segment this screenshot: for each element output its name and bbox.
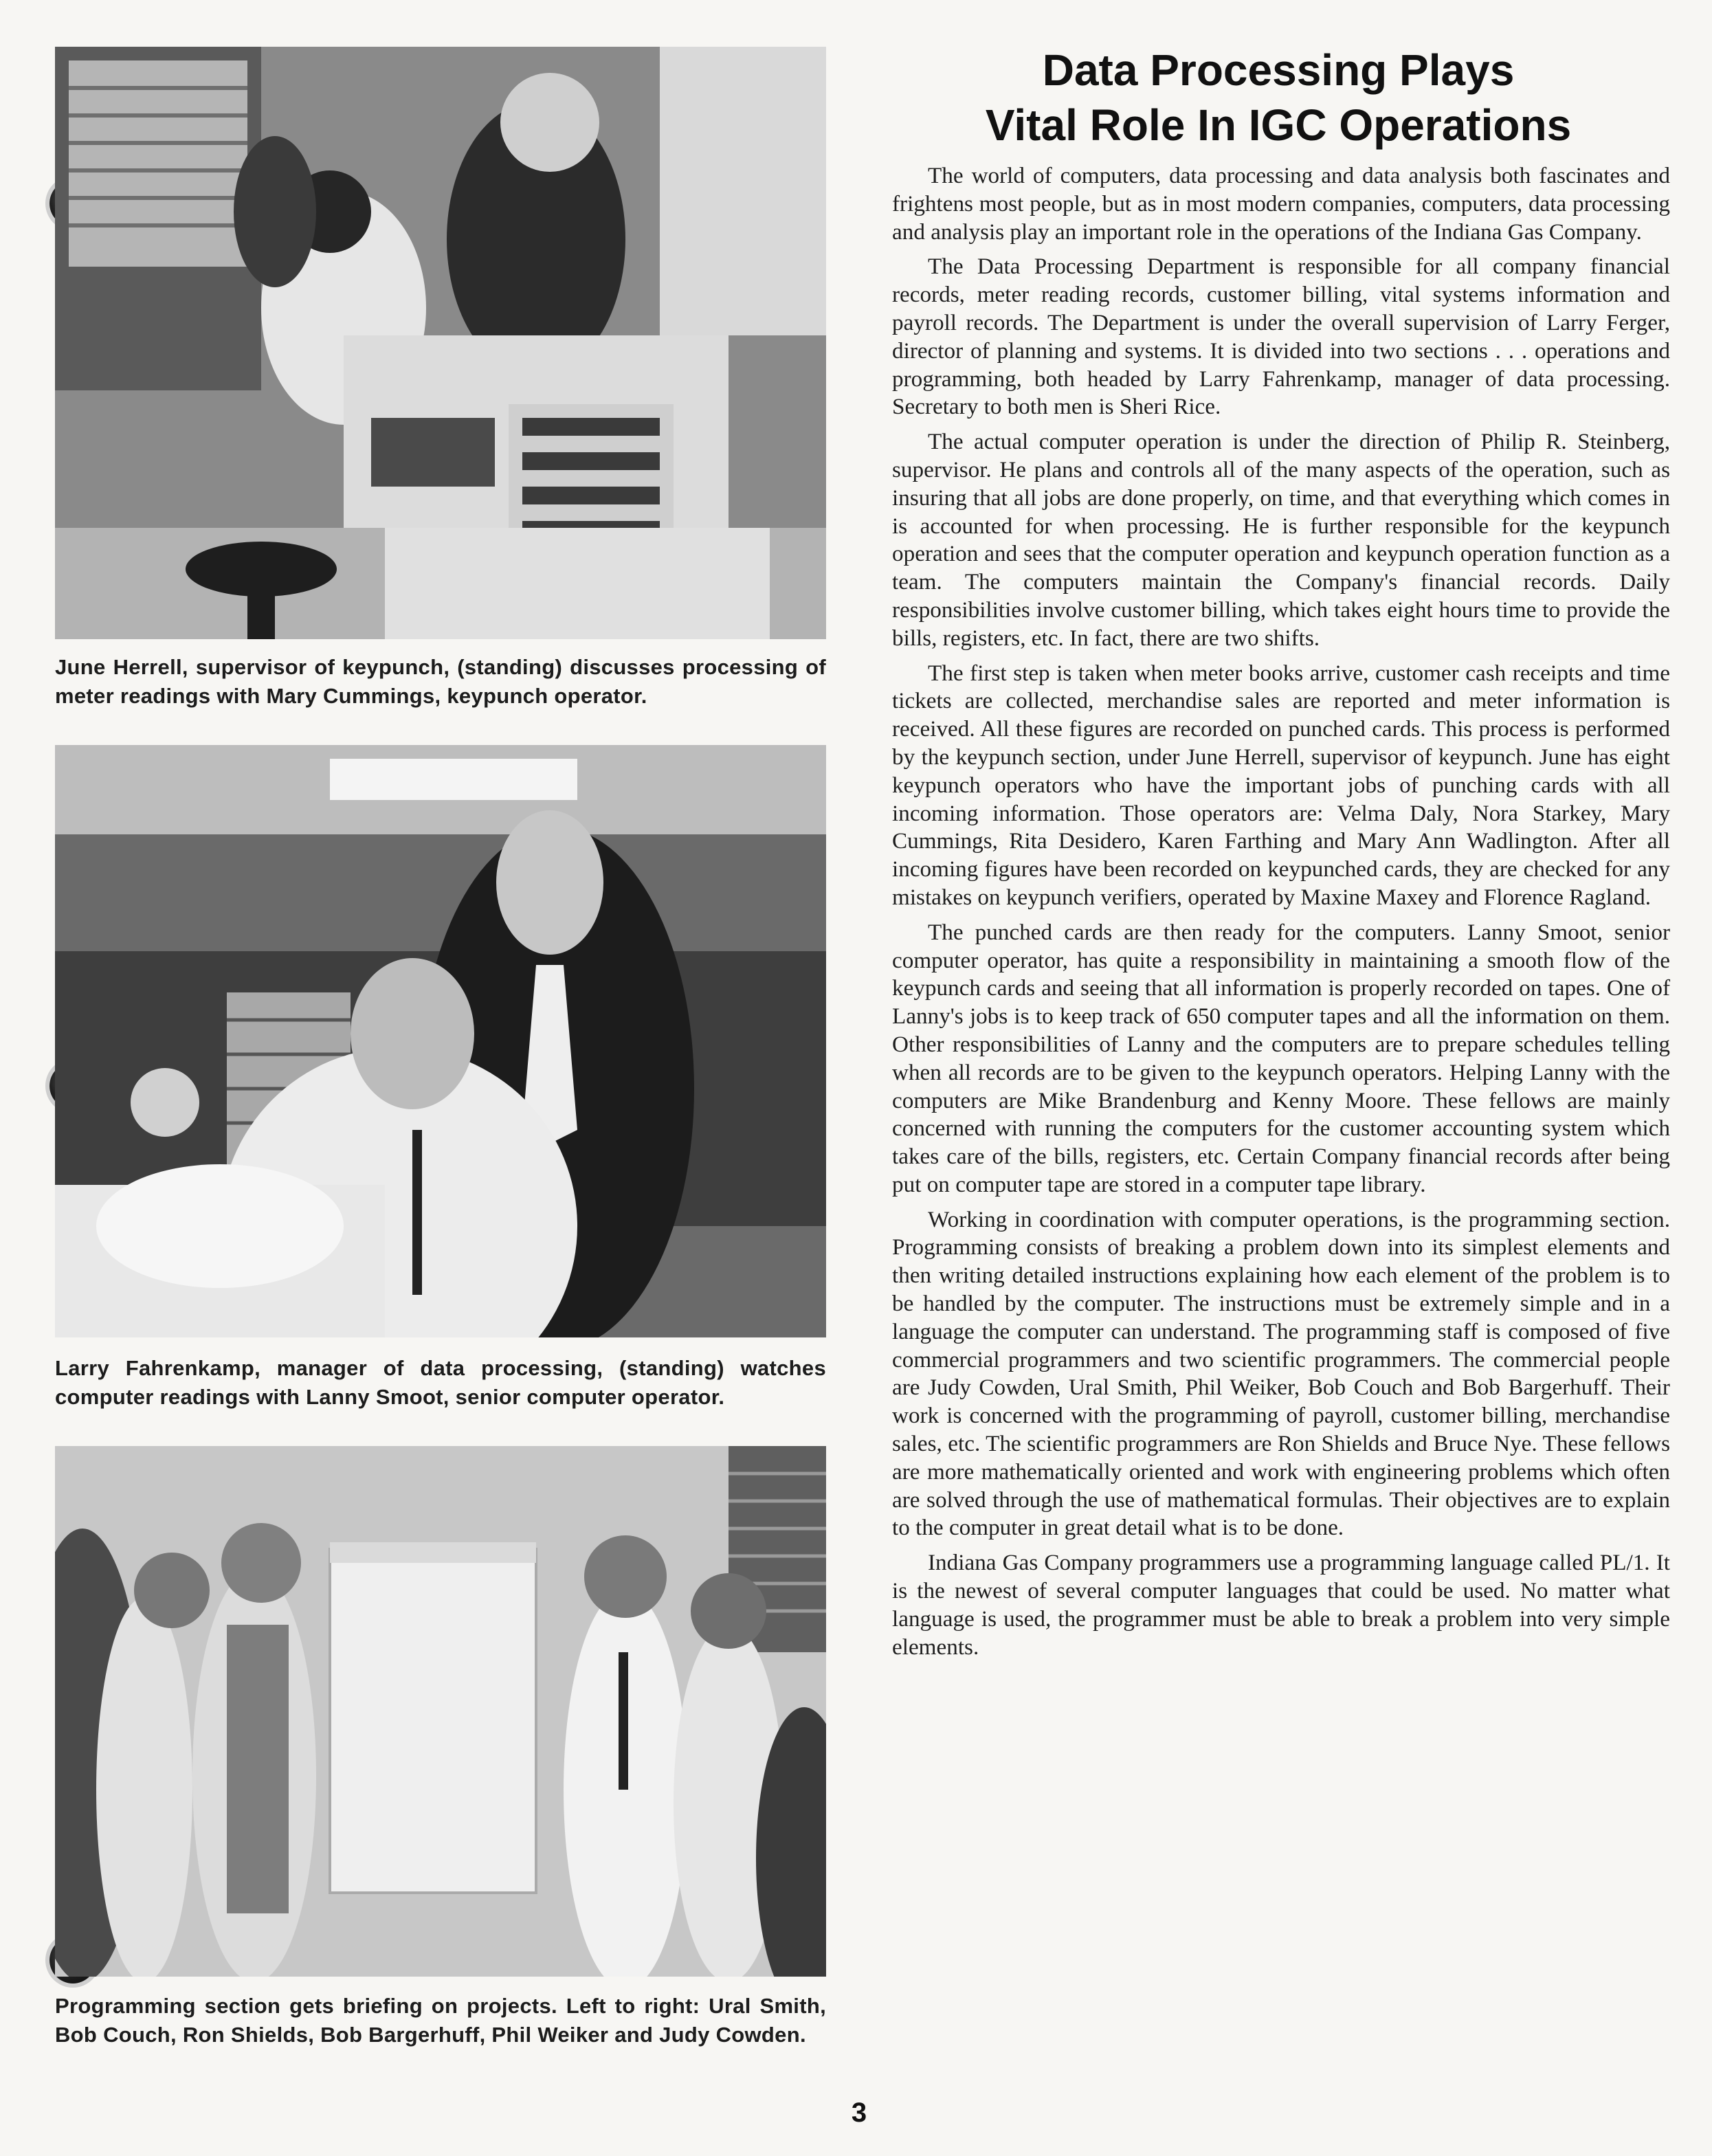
photo-caption-keypunch: June Herrell, supervisor of keypunch, (standing) discusses processing of meter readings with Mary Cummings, keypunch operator. xyxy=(55,655,826,708)
photo-caption-programming: Programming section gets briefing on projects. Left to right: Ural Smith, Bob Couch, Ron Shields, Bob Bargerhuff, Phil Weiker and Judy Cowden. xyxy=(55,1994,826,2047)
article-paragraph: The world of computers, data processing and data analysis both fascinates and frightens most people, but as in most modern companies, computers, data processing and analysis play an important role in the operations of the Indiana Gas Company. xyxy=(892,163,1670,245)
headline-line-2: Vital Role In IGC Operations xyxy=(985,100,1572,150)
article-body xyxy=(892,162,1670,1668)
photo-caption-computer: Larry Fahrenkamp, manager of data processing, (standing) watches computer readings with Lanny Smoot, senior computer operator. xyxy=(55,1356,826,1409)
article-paragraph: The punched cards are then ready for the computers. Lanny Smoot, senior computer operator, has quite a responsibility in maintaining a smooth flow of the keypunch cards and seeing that all information is properly recorded on tapes. One of Lanny's jobs is to keep track of 650 computer tapes and all the information on them. Other responsibilities of Lanny and the computers are to prepare schedules telling when all records are to be given to the keypunch operators. Helping Lanny with the computers are Mike Brandenburg and Kenny Moore. These fellows are mainly concerned with running the computers for the customer accounting system which takes care of the bills, registers, etc. Certain Company financial records after being put on computer tape are stored in a computer tape library. xyxy=(892,919,1670,1197)
page-number: 3 xyxy=(851,2098,867,2128)
article-headline xyxy=(887,43,1670,153)
headline-line-1: Data Processing Plays xyxy=(1042,45,1515,95)
photo-programming-briefing xyxy=(55,1446,826,1977)
article-paragraph: The actual computer operation is under the direction of Philip R. Steinberg, supervisor. He plans and controls all of the many aspects of the operation, such as insuring that all jobs are done properly, on time, and that everything which comes in is accounted for when processing. He is further responsible for the keypunch operation and sees that the computer operation and keypunch operation function as a team. The computers maintain the Company's financial records. Daily responsibilities involve customer billing, which takes eight hours time to provide the bills, registers, etc. In fact, there are two shifts. xyxy=(892,429,1670,651)
article-paragraph: Working in coordination with computer operations, is the programming section. Programming consists of breaking a problem down into its simplest elements and then writing detailed instructions explaining how each element of the problem is to be handled by the computer. The instructions must be extremely simple and in a language the computer can understand. The programming staff is composed of five commercial programmers and two scientific programmers. The commercial people are Judy Cowden, Ural Smith, Phil Weiker, Bob Couch and Bob Bargerhuff. Their work is concerned with the programming of payroll, customer billing, merchandise sales, etc. The scientific programmers are Ron Shields and Bruce Nye. These fellows are more mathematically oriented and work with engineering problems which often are solved through the use of mathematical formulas. Their objectives are to explain to the computer in great detail what is to be done. xyxy=(892,1206,1670,1541)
photo-computer-room xyxy=(55,745,826,1337)
photo-keypunch-room xyxy=(55,47,826,639)
article-paragraph: Indiana Gas Company programmers use a programming language called PL/1. It is the newest of several computer languages that could be used. No matter what language is used, the programmer must be able to break a problem into very simple elements. xyxy=(892,1550,1670,1660)
article-paragraph: The first step is taken when meter books arrive, customer cash receipts and time tickets are collected, merchandise sales are reported and meter information is received. All these figures are recorded on punched cards. This process is performed by the keypunch section, under June Herrell, supervisor of keypunch. June has eight keypunch operators who have the important jobs of punching cards with all incoming information. Those operators are: Velma Daly, Nora Starkey, Mary Cummings, Rita Desidero, Karen Farthing and Mary Ann Wadlington. After all incoming figures have been recorded on keypunched cards, they are checked for any mistakes on keypunch verifiers, operated by Maxine Maxey and Florence Ragland. xyxy=(892,660,1670,910)
article-paragraph: The Data Processing Department is responsible for all company financial records, meter reading records, customer billing, vital systems information and payroll records. The Department is under the overall supervision of Larry Ferger, director of planning and systems. It is divided into two sections . . . operations and programming, both headed by Larry Fahrenkamp, manager of data processing. Secretary to both men is Sheri Rice. xyxy=(892,254,1670,420)
